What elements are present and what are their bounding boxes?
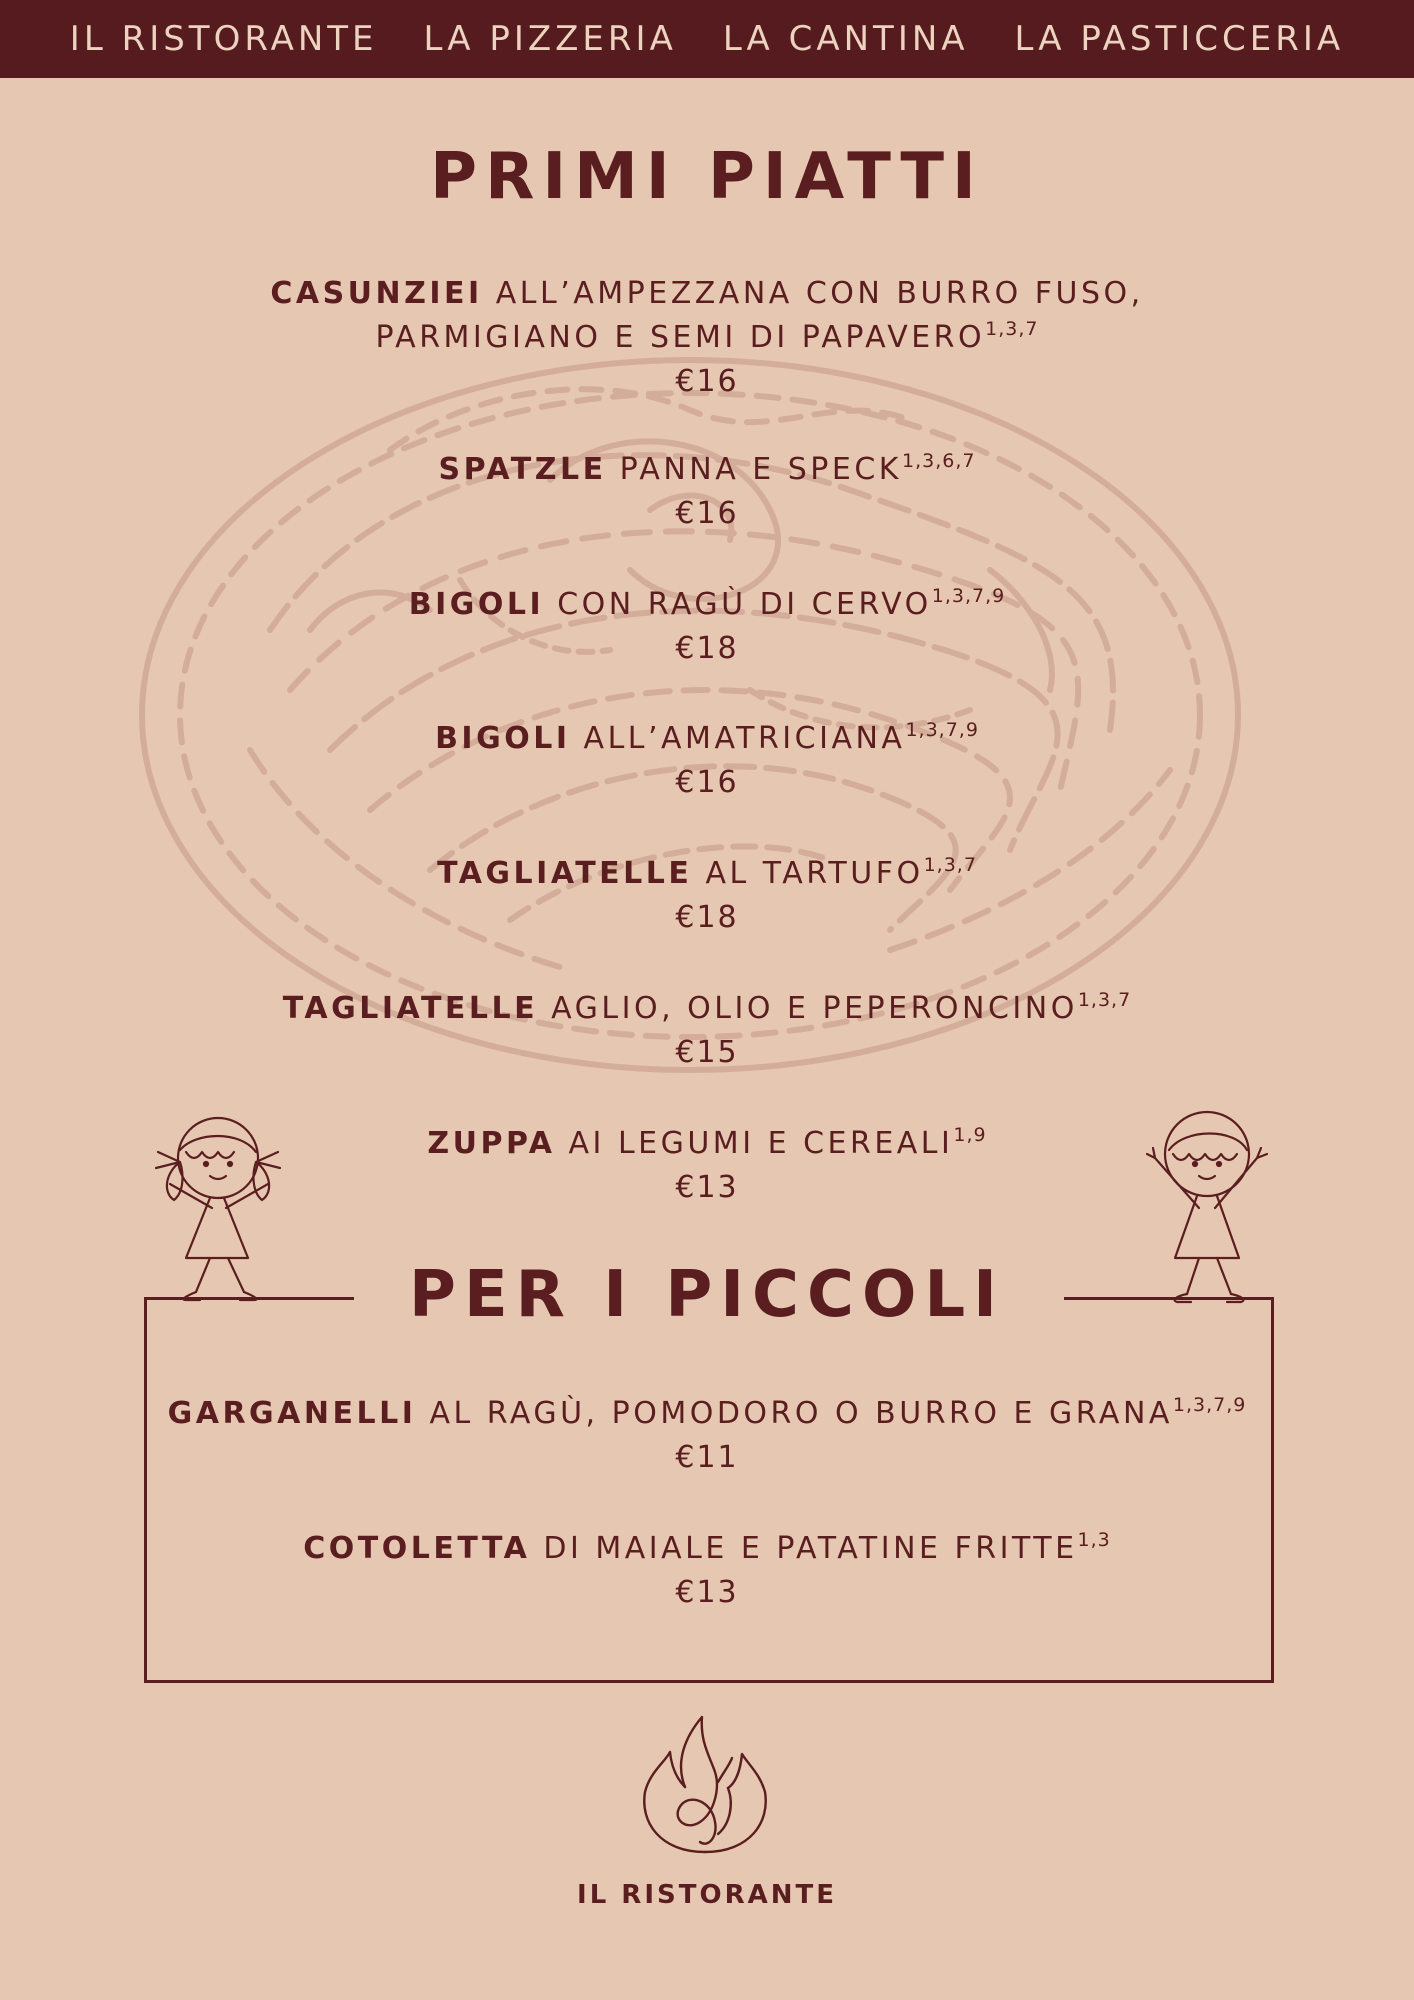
item-allergens: 1,3,7: [923, 854, 977, 876]
girl-left-icon: [140, 1112, 290, 1304]
item-allergens: 1,3,7: [985, 318, 1039, 340]
primi-piatti-title: PRIMI PIATTI: [430, 140, 984, 214]
item-price: €13: [675, 1170, 739, 1205]
top-navigation: [0, 0, 1414, 78]
menu-item-spatzle: [0, 448, 1414, 536]
menu-item-tagliatelle-tartufo: [0, 852, 1414, 940]
item-allergens: 1,3,7: [1077, 989, 1132, 1011]
item-name: CASUNZIEI: [270, 276, 483, 311]
item-name: COTOLETTA: [303, 1531, 531, 1566]
item-allergens: 1,3: [1077, 1529, 1111, 1551]
item-price: €16: [675, 765, 739, 800]
item-price: €18: [675, 900, 739, 935]
item-description: AL RAGÙ, POMODORO O BURRO E GRANA: [429, 1396, 1173, 1431]
nav-item-pizzeria[interactable]: LA PIZZERIA: [423, 19, 677, 59]
kids-menu-frame: [144, 1300, 1274, 1683]
flame-logo-icon: [630, 1712, 780, 1862]
nav-item-ristorante[interactable]: IL RISTORANTE: [69, 19, 378, 59]
item-description: ALL’AMPEZZANA CON BURRO FUSO,: [495, 276, 1144, 311]
item-price: €15: [675, 1035, 739, 1070]
nav-item-pasticceria[interactable]: LA PASTICCERIA: [1014, 19, 1345, 59]
nav-item-cantina[interactable]: LA CANTINA: [722, 19, 969, 59]
item-allergens: 1,3,7,9: [1172, 1394, 1247, 1416]
per-i-piccoli-title: PER I PICCOLI: [409, 1258, 1005, 1332]
menu-item-bigoli-cervo: [0, 583, 1414, 671]
item-description: PANNA E SPECK: [619, 452, 902, 487]
item-allergens: 1,3,7,9: [905, 719, 979, 741]
item-name: TAGLIATELLE: [437, 856, 693, 891]
item-allergens: 1,3,6,7: [901, 450, 976, 472]
menu-item-casunziei: [0, 272, 1414, 404]
item-price: €18: [675, 631, 739, 666]
menu-item-garganelli: [0, 1392, 1414, 1480]
item-description-line2: PARMIGIANO E SEMI DI PAPAVERO: [375, 320, 986, 355]
item-description: AL TARTUFO: [705, 856, 924, 891]
item-allergens: 1,9: [953, 1124, 987, 1146]
girl-right-icon: [1135, 1108, 1275, 1304]
menu-item-tagliatelle-aglio: [0, 987, 1414, 1075]
item-allergens: 1,3,7,9: [931, 585, 1006, 607]
item-price: €16: [675, 364, 739, 399]
item-description: ALL’AMATRICIANA: [583, 721, 906, 756]
pasta-illustration: [130, 330, 1250, 1080]
item-name: GARGANELLI: [167, 1396, 417, 1431]
item-name: TAGLIATELLE: [282, 991, 539, 1026]
item-description: CON RAGÙ DI CERVO: [557, 587, 932, 622]
item-description: AI LEGUMI E CEREALI: [568, 1126, 954, 1161]
item-description: DI MAIALE E PATATINE FRITTE: [543, 1531, 1078, 1566]
item-price: €13: [675, 1575, 739, 1610]
menu-item-bigoli-amatriciana: [0, 717, 1414, 805]
item-name: BIGOLI: [408, 587, 545, 622]
item-name: BIGOLI: [435, 721, 571, 756]
item-price: €11: [675, 1440, 739, 1475]
item-price: €16: [675, 496, 739, 531]
item-name: ZUPPA: [427, 1126, 556, 1161]
item-description: AGLIO, OLIO E PEPERONCINO: [551, 991, 1078, 1026]
menu-item-cotoletta: [0, 1527, 1414, 1615]
footer-brand: IL RISTORANTE: [577, 1880, 837, 1910]
item-name: SPATZLE: [438, 452, 607, 487]
